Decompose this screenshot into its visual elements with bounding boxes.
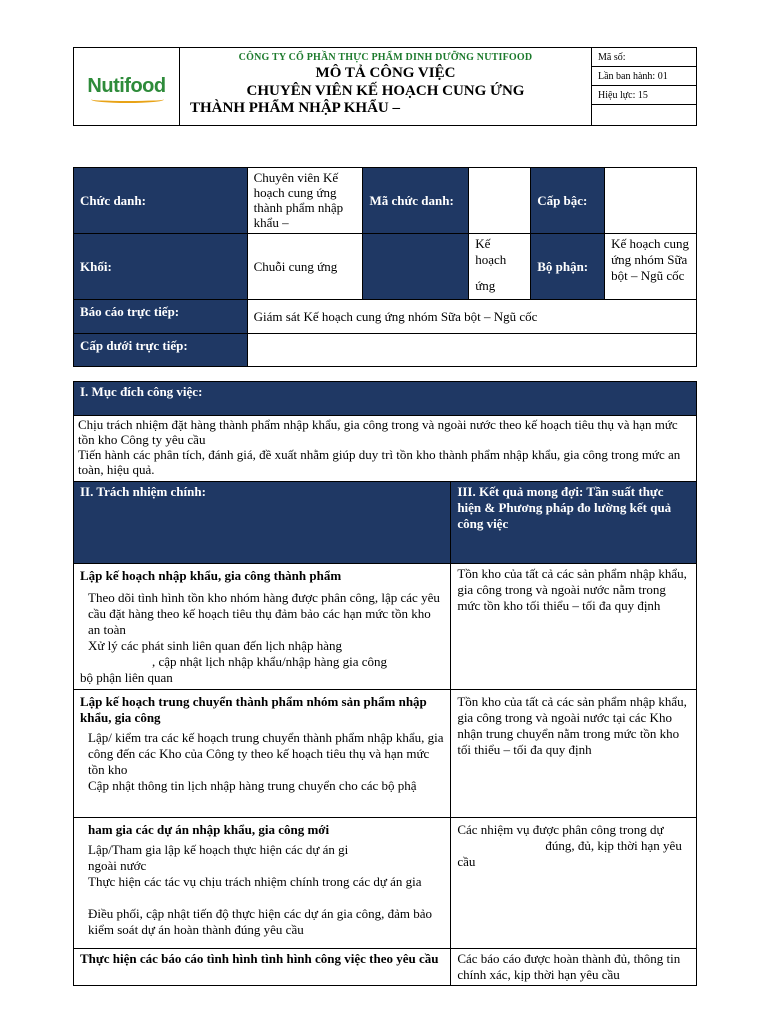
doc-title-line1: MÔ TẢ CÔNG VIỆC xyxy=(315,65,456,81)
result-cell xyxy=(451,818,697,949)
table-row xyxy=(74,949,697,986)
result-line2: đúng, đủ, kịp thời hạn yêu xyxy=(545,838,682,853)
col-results-header: III. Kết quả mong đợi: Tần suất thực hiện & Phương pháp đo lường kết quả công việc xyxy=(451,482,697,564)
responsibility-table xyxy=(73,381,697,986)
info-row-block xyxy=(74,234,697,300)
purpose-body-row xyxy=(74,416,697,482)
purpose-heading: I. Mục đích công việc: xyxy=(74,382,697,416)
result-line3: cầu xyxy=(457,854,476,869)
info-table xyxy=(73,167,697,367)
result-line1: Các nhiệm vụ được phân công trong dự xyxy=(457,822,664,837)
responsibility-item: ngoài nước xyxy=(88,858,147,873)
document-header xyxy=(73,47,697,126)
responsibility-item: Điều phối, cập nhật tiến độ thực hiện các dự án gia công, đảm bảo kiểm soát dự án hoàn thành đúng yêu cầu xyxy=(88,906,433,937)
result-cell: Các báo cáo được hoàn thành đủ, thông tin chính xác, kịp thời hạn yêu cầu xyxy=(451,949,697,986)
doc-meta xyxy=(592,48,696,125)
responsibility-title: Lập kế hoạch trung chuyển thành phẩm nhóm sản phẩm nhập khẩu, gia công xyxy=(80,694,427,725)
ma-chuc-danh-label: Mã chức danh: xyxy=(363,168,469,234)
purpose-heading-row xyxy=(74,382,697,416)
company-name: CÔNG TY CỔ PHẦN THỰC PHẨM DINH DƯỠNG NUTIFOOD xyxy=(238,52,533,63)
doc-meta-blank xyxy=(592,105,696,125)
khoi-label: Khối: xyxy=(74,234,248,300)
chuc-danh-label: Chức danh: xyxy=(74,168,248,234)
responsibility-item: Theo dõi tình hình tồn kho nhóm hàng được phân công, lập các yêu cầu đặt hàng theo kế hoạch tiêu thụ đảm bảo các hạn mức tồn kho an toàn xyxy=(88,590,440,637)
title-cell xyxy=(180,48,592,125)
doc-title-line2: CHUYÊN VIÊN KẾ HOẠCH CUNG ỨNG xyxy=(246,83,525,99)
purpose-line1: Chịu trách nhiệm đặt hàng thành phẩm nhập khẩu, gia công trong và ngoài nước theo kế hoạch tiêu thụ và hạn mức tồn kho Công ty yêu cầu xyxy=(78,417,678,447)
responsibility-title: Lập kế hoạch nhập khẩu, gia công thành phẩm xyxy=(80,568,342,583)
doc-issue: Lần ban hành: 01 xyxy=(592,67,696,86)
khoi-blank-cell xyxy=(363,234,469,300)
purpose-body xyxy=(74,416,697,482)
logo-swoosh-icon xyxy=(91,96,163,103)
responsibility-cell xyxy=(74,690,451,818)
ma-chuc-danh-value xyxy=(469,168,531,234)
info-row-report xyxy=(74,300,697,334)
cap-duoi-value xyxy=(247,334,696,367)
doc-code: Mã số: xyxy=(592,48,696,67)
responsibility-item: , cập nhật lịch nhập khẩu/nhập hàng gia công xyxy=(152,654,388,669)
responsibility-item: Lập/Tham gia lập kế hoạch thực hiện các dự án gi xyxy=(88,842,349,857)
table-row xyxy=(74,690,697,818)
khoi-value: Chuỗi cung ứng xyxy=(247,234,363,300)
khoi-extra-line2: hoạch xyxy=(475,252,507,267)
doc-effective: Hiệu lực: 15 xyxy=(592,86,696,105)
logo-text: Nutifood xyxy=(87,75,166,97)
cap-duoi-label: Cấp dưới trực tiếp: xyxy=(74,334,248,367)
result-cell: Tồn kho của tất cả các sản phẩm nhập khẩu, gia công trong và ngoài nước tại các Kho nhận trung chuyển nằm trong mức tồn kho tối thiểu – tối đa quy định xyxy=(451,690,697,818)
bao-cao-value: Giám sát Kế hoạch cung ứng nhóm Sữa bột – Ngũ cốc xyxy=(247,300,696,334)
bo-phan-value: Kế hoạch cung ứng nhóm Sữa bột – Ngũ cốc xyxy=(605,234,697,300)
purpose-line2: Tiến hành các phân tích, đánh giá, đề xuất nhằm giúp duy trì tồn kho thành phẩm nhập khẩu, gia công trong mức an toàn, hiệu quả. xyxy=(78,447,681,477)
khoi-extra-line3: ứng xyxy=(475,278,496,293)
responsibility-cell xyxy=(74,949,451,986)
khoi-extra-gap xyxy=(475,268,524,278)
chuc-danh-value: Chuyên viên Kế hoạch cung ứng thành phẩm nhập khẩu – xyxy=(247,168,363,234)
responsibility-item: bộ phận liên quan xyxy=(80,670,173,685)
logo-cell xyxy=(74,48,180,125)
responsibility-item: Xử lý các phát sinh liên quan đến lịch nhập hàng xyxy=(88,638,342,653)
table-row xyxy=(74,564,697,690)
responsibility-item: Lập/ kiểm tra các kế hoạch trung chuyển thành phẩm nhập khẩu, gia công đến các Kho của Công ty theo kế hoạch tiêu thụ và hạn mức tồn kho xyxy=(88,730,444,777)
bo-phan-label: Bộ phận: xyxy=(531,234,605,300)
col-responsibilities-header: II. Trách nhiệm chính: xyxy=(74,482,451,564)
doc-title-line3: THÀNH PHẨM NHẬP KHẨU – xyxy=(190,100,400,116)
responsibility-title: ham gia các dự án nhập khẩu, gia công mới xyxy=(88,822,330,837)
cap-bac-label: Cấp bậc: xyxy=(531,168,605,234)
responsibility-cell xyxy=(74,818,451,949)
info-row-subordinate xyxy=(74,334,697,367)
responsibility-item: Cập nhật thông tin lịch nhập hàng trung chuyển cho các bộ phậ xyxy=(88,778,417,793)
responsibility-cell xyxy=(74,564,451,690)
responsibility-item: Thực hiện các tác vụ chịu trách nhiệm chính trong các dự án gia xyxy=(88,874,422,889)
result-cell: Tồn kho của tất cả các sản phẩm nhập khẩu, gia công trong và ngoài nước nằm trong mức tồn kho tối thiểu – tối đa quy định xyxy=(451,564,697,690)
responsibility-title: Thực hiện các báo cáo tình hình tình hình công việc theo yêu cầu xyxy=(80,951,439,966)
cap-bac-value xyxy=(605,168,697,234)
columns-header-row xyxy=(74,482,697,564)
nutifood-logo xyxy=(87,75,165,98)
bao-cao-label: Báo cáo trực tiếp: xyxy=(74,300,248,334)
khoi-extra-line1: Kế xyxy=(475,236,491,251)
table-row xyxy=(74,818,697,949)
khoi-extra xyxy=(469,234,531,300)
info-row-title xyxy=(74,168,697,234)
